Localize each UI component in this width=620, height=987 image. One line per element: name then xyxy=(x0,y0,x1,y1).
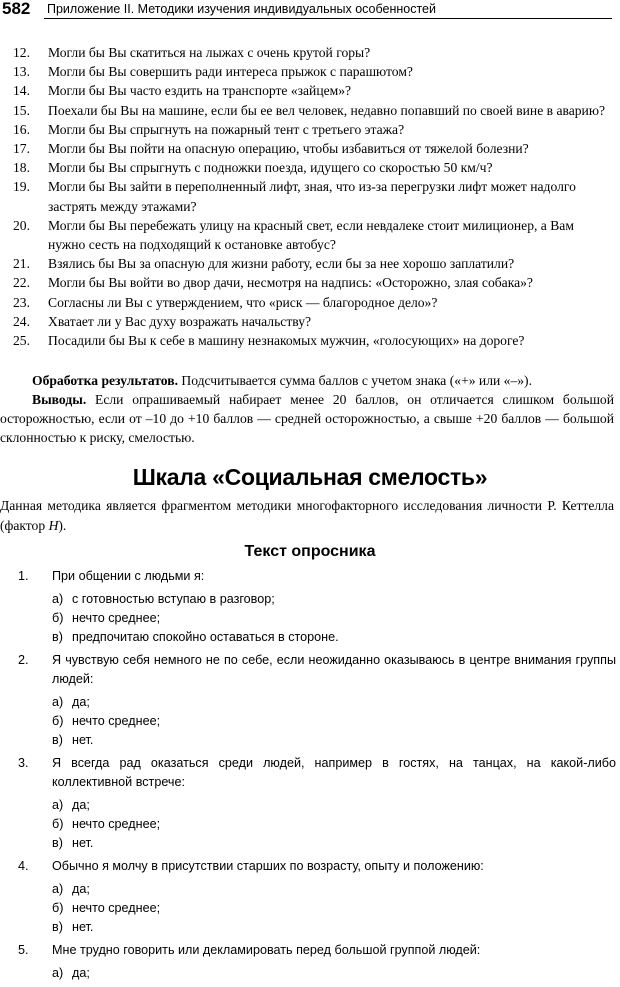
processing-label: Обработка результатов. xyxy=(32,373,178,388)
questionnaire-title: Текст опросника xyxy=(244,543,376,560)
conclusions-label: Выводы. xyxy=(32,392,87,407)
question-item xyxy=(0,139,620,158)
answer-option xyxy=(52,712,620,731)
answer-option-text: нечто среднее; xyxy=(72,901,161,915)
survey-question-line xyxy=(0,754,620,792)
answer-option-text: с готовностью вступаю в разговор; xyxy=(72,592,275,606)
question-number: 18. xyxy=(13,160,30,176)
survey-question-number: 2. xyxy=(18,653,29,667)
question-number: 19. xyxy=(13,179,30,195)
answer-option xyxy=(52,590,620,609)
question-item xyxy=(0,312,620,331)
running-title: Приложение II. Методики изучения индивидуальных особенностей xyxy=(47,2,436,16)
question-item xyxy=(0,62,620,81)
survey-question-line xyxy=(0,941,620,960)
answer-option xyxy=(52,918,620,937)
answer-option-letter: б) xyxy=(52,817,64,831)
answer-option-text: да; xyxy=(72,966,90,980)
running-header xyxy=(0,2,620,20)
answer-option-text: нет. xyxy=(72,836,94,850)
risk-question-list xyxy=(0,43,620,350)
question-item xyxy=(0,216,620,254)
intro-factor: H xyxy=(48,517,59,533)
question-item xyxy=(0,43,620,62)
processing-text: Подсчитывается сумма баллов с учетом знака («+» или «–»). xyxy=(177,373,532,388)
question-number: 13. xyxy=(13,64,30,80)
answer-option-text: нет. xyxy=(72,733,94,747)
answer-option xyxy=(52,880,620,899)
answer-option-text: да; xyxy=(72,695,90,709)
answer-option-letter: б) xyxy=(52,611,64,625)
question-item xyxy=(0,101,620,120)
question-text: Могли бы Вы пойти на опасную операцию, чтобы избавиться от тяжелой болезни? xyxy=(48,141,529,157)
answer-option-letter: в) xyxy=(52,630,63,644)
question-number: 20. xyxy=(13,217,30,233)
question-text: Хватает ли у Вас духу возражать начальству? xyxy=(48,313,312,329)
social-courage-questionnaire xyxy=(0,567,620,987)
answer-option xyxy=(52,834,620,853)
answer-option-letter: б) xyxy=(52,901,64,915)
survey-question xyxy=(0,857,620,941)
question-number: 17. xyxy=(13,141,30,157)
answer-option-letter: в) xyxy=(52,920,63,934)
survey-question-line xyxy=(0,651,620,689)
intro-text-before: Данная методика является фрагментом методики многофакторного исследования личности Р. Кеттелла (фактор xyxy=(0,498,614,533)
intro-paragraph xyxy=(0,496,614,535)
answer-option-letter: б) xyxy=(52,714,64,728)
question-number: 14. xyxy=(13,83,30,99)
answer-option xyxy=(52,609,620,628)
answer-option xyxy=(52,693,620,712)
survey-question-number: 1. xyxy=(18,569,29,583)
survey-question-text: Я всегда рад оказаться среди людей, например в гостях, на танцах, на какой-либо коллективной встрече: xyxy=(52,756,616,789)
question-text: Взялись бы Вы за опасную для жизни работу, если бы за нее хорошо заплатили? xyxy=(48,256,515,272)
survey-question-number: 3. xyxy=(18,756,29,770)
question-text: Могли бы Вы зайти в переполненный лифт, зная, что из-за перегрузки лифт может надолго застрять между этажами? xyxy=(48,179,576,214)
survey-question-text: Обычно я молчу в присутствии старших по возрасту, опыту и положению: xyxy=(52,859,484,873)
question-text: Могли бы Вы войти во двор дачи, несмотря на надпись: «Осторожно, злая собака»? xyxy=(48,275,533,291)
conclusions-text: Если опрашиваемый набирает менее 20 баллов, он отличается слишком большой осторожностью, если от –10 до +10 баллов — средней осторожностью, а свыше +20 баллов — большой склонностью к риску, смелостью. xyxy=(0,392,614,445)
question-number: 24. xyxy=(13,313,30,329)
question-number: 22. xyxy=(13,275,30,291)
survey-question-text: При общении с людьми я: xyxy=(52,569,205,583)
survey-question-text: Мне трудно говорить или декламировать перед большой группой людей: xyxy=(52,943,481,957)
question-text: Посадили бы Вы к себе в машину незнакомых мужчин, «голосующих» на дороге? xyxy=(48,333,525,349)
survey-question xyxy=(0,651,620,754)
answer-option-letter: в) xyxy=(52,836,63,850)
question-text: Могли бы Вы спрыгнуть на пожарный тент с третьего этажа? xyxy=(48,121,405,137)
question-text: Поехали бы Вы на машине, если бы ее вел человек, недавно попавший по своей вине в аварию? xyxy=(48,102,606,118)
conclusions-paragraph xyxy=(0,390,620,447)
answer-option xyxy=(52,731,620,750)
question-item xyxy=(0,158,620,177)
intro-text-after: ). xyxy=(58,517,67,533)
answer-option-text: нечто среднее; xyxy=(72,611,161,625)
answer-option-text: нечто среднее; xyxy=(72,817,161,831)
question-number: 15. xyxy=(13,102,30,118)
question-text: Могли бы Вы скатиться на лыжах с очень крутой горы? xyxy=(48,45,371,60)
question-number: 16. xyxy=(13,121,30,137)
answer-option-letter: а) xyxy=(52,882,64,896)
survey-question xyxy=(0,941,620,987)
section-title: Шкала «Социальная смелость» xyxy=(132,464,488,490)
question-item xyxy=(0,81,620,100)
answer-option-text: нет. xyxy=(72,920,94,934)
answer-option-letter: а) xyxy=(52,966,64,980)
question-number: 23. xyxy=(13,294,30,310)
page-number: 582 xyxy=(2,0,31,18)
survey-question-text: Я чувствую себя немного не по себе, если неожиданно оказываюсь в центре внимания группы людей: xyxy=(52,653,616,686)
answer-option xyxy=(52,899,620,918)
answer-option xyxy=(52,815,620,834)
question-item xyxy=(0,331,620,350)
answer-option-letter: а) xyxy=(52,592,64,606)
question-number: 21. xyxy=(13,256,30,272)
answer-option xyxy=(52,628,620,647)
survey-question xyxy=(0,567,620,651)
question-text: Могли бы Вы спрыгнуть с подножки поезда, идущего со скоростью 50 км/ч? xyxy=(48,160,493,176)
survey-question-line xyxy=(0,567,620,586)
results-block xyxy=(0,371,620,447)
question-text: Могли бы Вы совершить ради интереса прыжок с парашютом? xyxy=(48,64,413,80)
survey-question xyxy=(0,754,620,857)
question-text: Могли бы Вы перебежать улицу на красный свет, если невдалеке стоит милиционер, а Вам нужно сесть на подходящий к остановке автобус? xyxy=(48,217,574,253)
answer-option xyxy=(52,796,620,815)
question-item xyxy=(0,254,620,273)
question-number: 25. xyxy=(13,333,30,349)
answer-option-text: да; xyxy=(72,882,90,896)
question-item xyxy=(0,120,620,139)
answer-option-letter: а) xyxy=(52,695,64,709)
answer-option-letter: а) xyxy=(52,798,64,812)
question-text: Могли бы Вы часто ездить на транспорте «зайцем»? xyxy=(48,83,352,99)
question-item xyxy=(0,273,620,292)
answer-option-text: нечто среднее; xyxy=(72,714,161,728)
survey-question-number: 4. xyxy=(18,859,29,873)
header-rule xyxy=(44,18,612,19)
answer-option-text: да; xyxy=(72,798,90,812)
answer-option xyxy=(52,964,620,983)
survey-question-line xyxy=(0,857,620,876)
answer-option-letter: в) xyxy=(52,733,63,747)
processing-paragraph xyxy=(0,371,620,390)
question-text: Согласны ли Вы с утверждением, что «риск — благородное дело»? xyxy=(48,294,438,310)
question-number: 12. xyxy=(13,45,30,60)
survey-question-number: 5. xyxy=(18,943,29,957)
answer-option-text: предпочитаю спокойно оставаться в стороне. xyxy=(72,630,339,644)
question-item xyxy=(0,293,620,312)
question-item xyxy=(0,177,620,215)
